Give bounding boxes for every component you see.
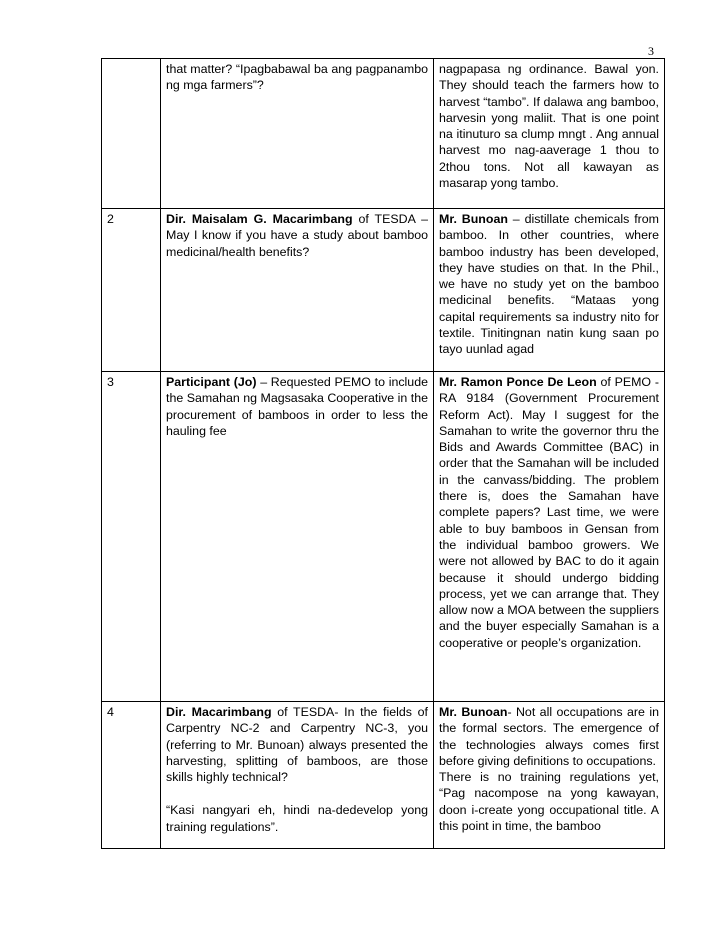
answer-text: - Not all occupations are in the formal sectors. The emergence of the technologies always comes first before giving definitions to occupations. — [439, 705, 659, 768]
row-number — [102, 59, 161, 209]
answer-cell — [434, 59, 665, 209]
question-quote: “Kasi nangyari eh, hindi na-dedevelop yong training regulations”. — [166, 803, 428, 834]
question-cell — [161, 209, 434, 372]
question-text: – Requested PEMO to include the Samahan ng Magsasaka Cooperative in the procurement of bamboos in order to less the hauling fee — [166, 375, 428, 438]
answer-text: of PEMO - RA 9184 (Government Procurement Reform Act). May I suggest for the Samahan to write the governor thru the Bids and Awards Committee (BAC) in order that the Samahan will be included in the canvass/bidding. The problem there is, does the Samahan have complete papers? Last time, we were able to buy bamboos in Gensan from the individual bamboo growers. We were not allowed by BAC to do it again because it should undergo bidding process, yet we can arrange that. They allow now a MOA between the suppliers and the buyer especially Samahan is a cooperative or people’s organization. — [439, 375, 659, 650]
question-text: that matter? “Ipagbabawal ba ang pagpanambo ng mga farmers”? — [166, 62, 428, 93]
question-text: of TESDA – May I know if you have a study about bamboo medicinal/health benefits? — [166, 212, 428, 259]
paragraph-gap — [166, 785, 428, 802]
table-row — [102, 209, 665, 372]
question-cell — [161, 59, 434, 209]
speaker-name: Dir. Maisalam G. Macarimbang — [166, 212, 353, 226]
minutes-table — [101, 58, 665, 849]
row-number: 2 — [102, 209, 161, 372]
answer-cell — [434, 372, 665, 702]
responder-name: Mr. Ramon Ponce De Leon — [439, 375, 597, 389]
question-text: of TESDA- In the fields of Carpentry NC-2 and Carpentry NC-3, you (referring to Mr. Bunoan) always presented the harvesting, splitting of bamboos, are those skills highly technical? — [166, 705, 428, 785]
question-cell — [161, 702, 434, 849]
answer-text: nagpapasa ng ordinance. Bawal yon. They should teach the farmers how to harvest “tambo”. If dalawa ang bamboo, harvesin yong maliit. That is one point na itinuturo sa clump mngt . Ang annual harvest mo nag-aaverage 1 thou to 2thou tons. Not all kawayan as masarap yong tambo. — [439, 62, 659, 191]
answer-cell — [434, 209, 665, 372]
answer-cell — [434, 702, 665, 849]
table-row — [102, 372, 665, 702]
row-number: 4 — [102, 702, 161, 849]
answer-continuation: There is no training regulations yet, “Pag nacompose na yong kawayan, doon i-create yong occupational title. A this point in time, the bamboo — [439, 770, 659, 834]
question-cell — [161, 372, 434, 702]
page-number: 3 — [648, 44, 654, 58]
row-number: 3 — [102, 372, 161, 702]
table-row — [102, 702, 665, 849]
answer-text: – distillate chemicals from bamboo. In other countries, where bamboo industry has been developed, they have studies on that. In the Phil., we have no study yet on the bamboo medicinal benefits. “Mataas yong capital requirements sa industry nito for textile. Tinitingnan natin kung saan po tayo uunlad agad — [439, 212, 659, 357]
responder-name: Mr. Bunoan — [439, 705, 508, 719]
table-row — [102, 59, 665, 209]
responder-name: Mr. Bunoan — [439, 212, 508, 226]
speaker-name: Dir. Macarimbang — [166, 705, 272, 719]
speaker-name: Participant (Jo) — [166, 375, 257, 389]
